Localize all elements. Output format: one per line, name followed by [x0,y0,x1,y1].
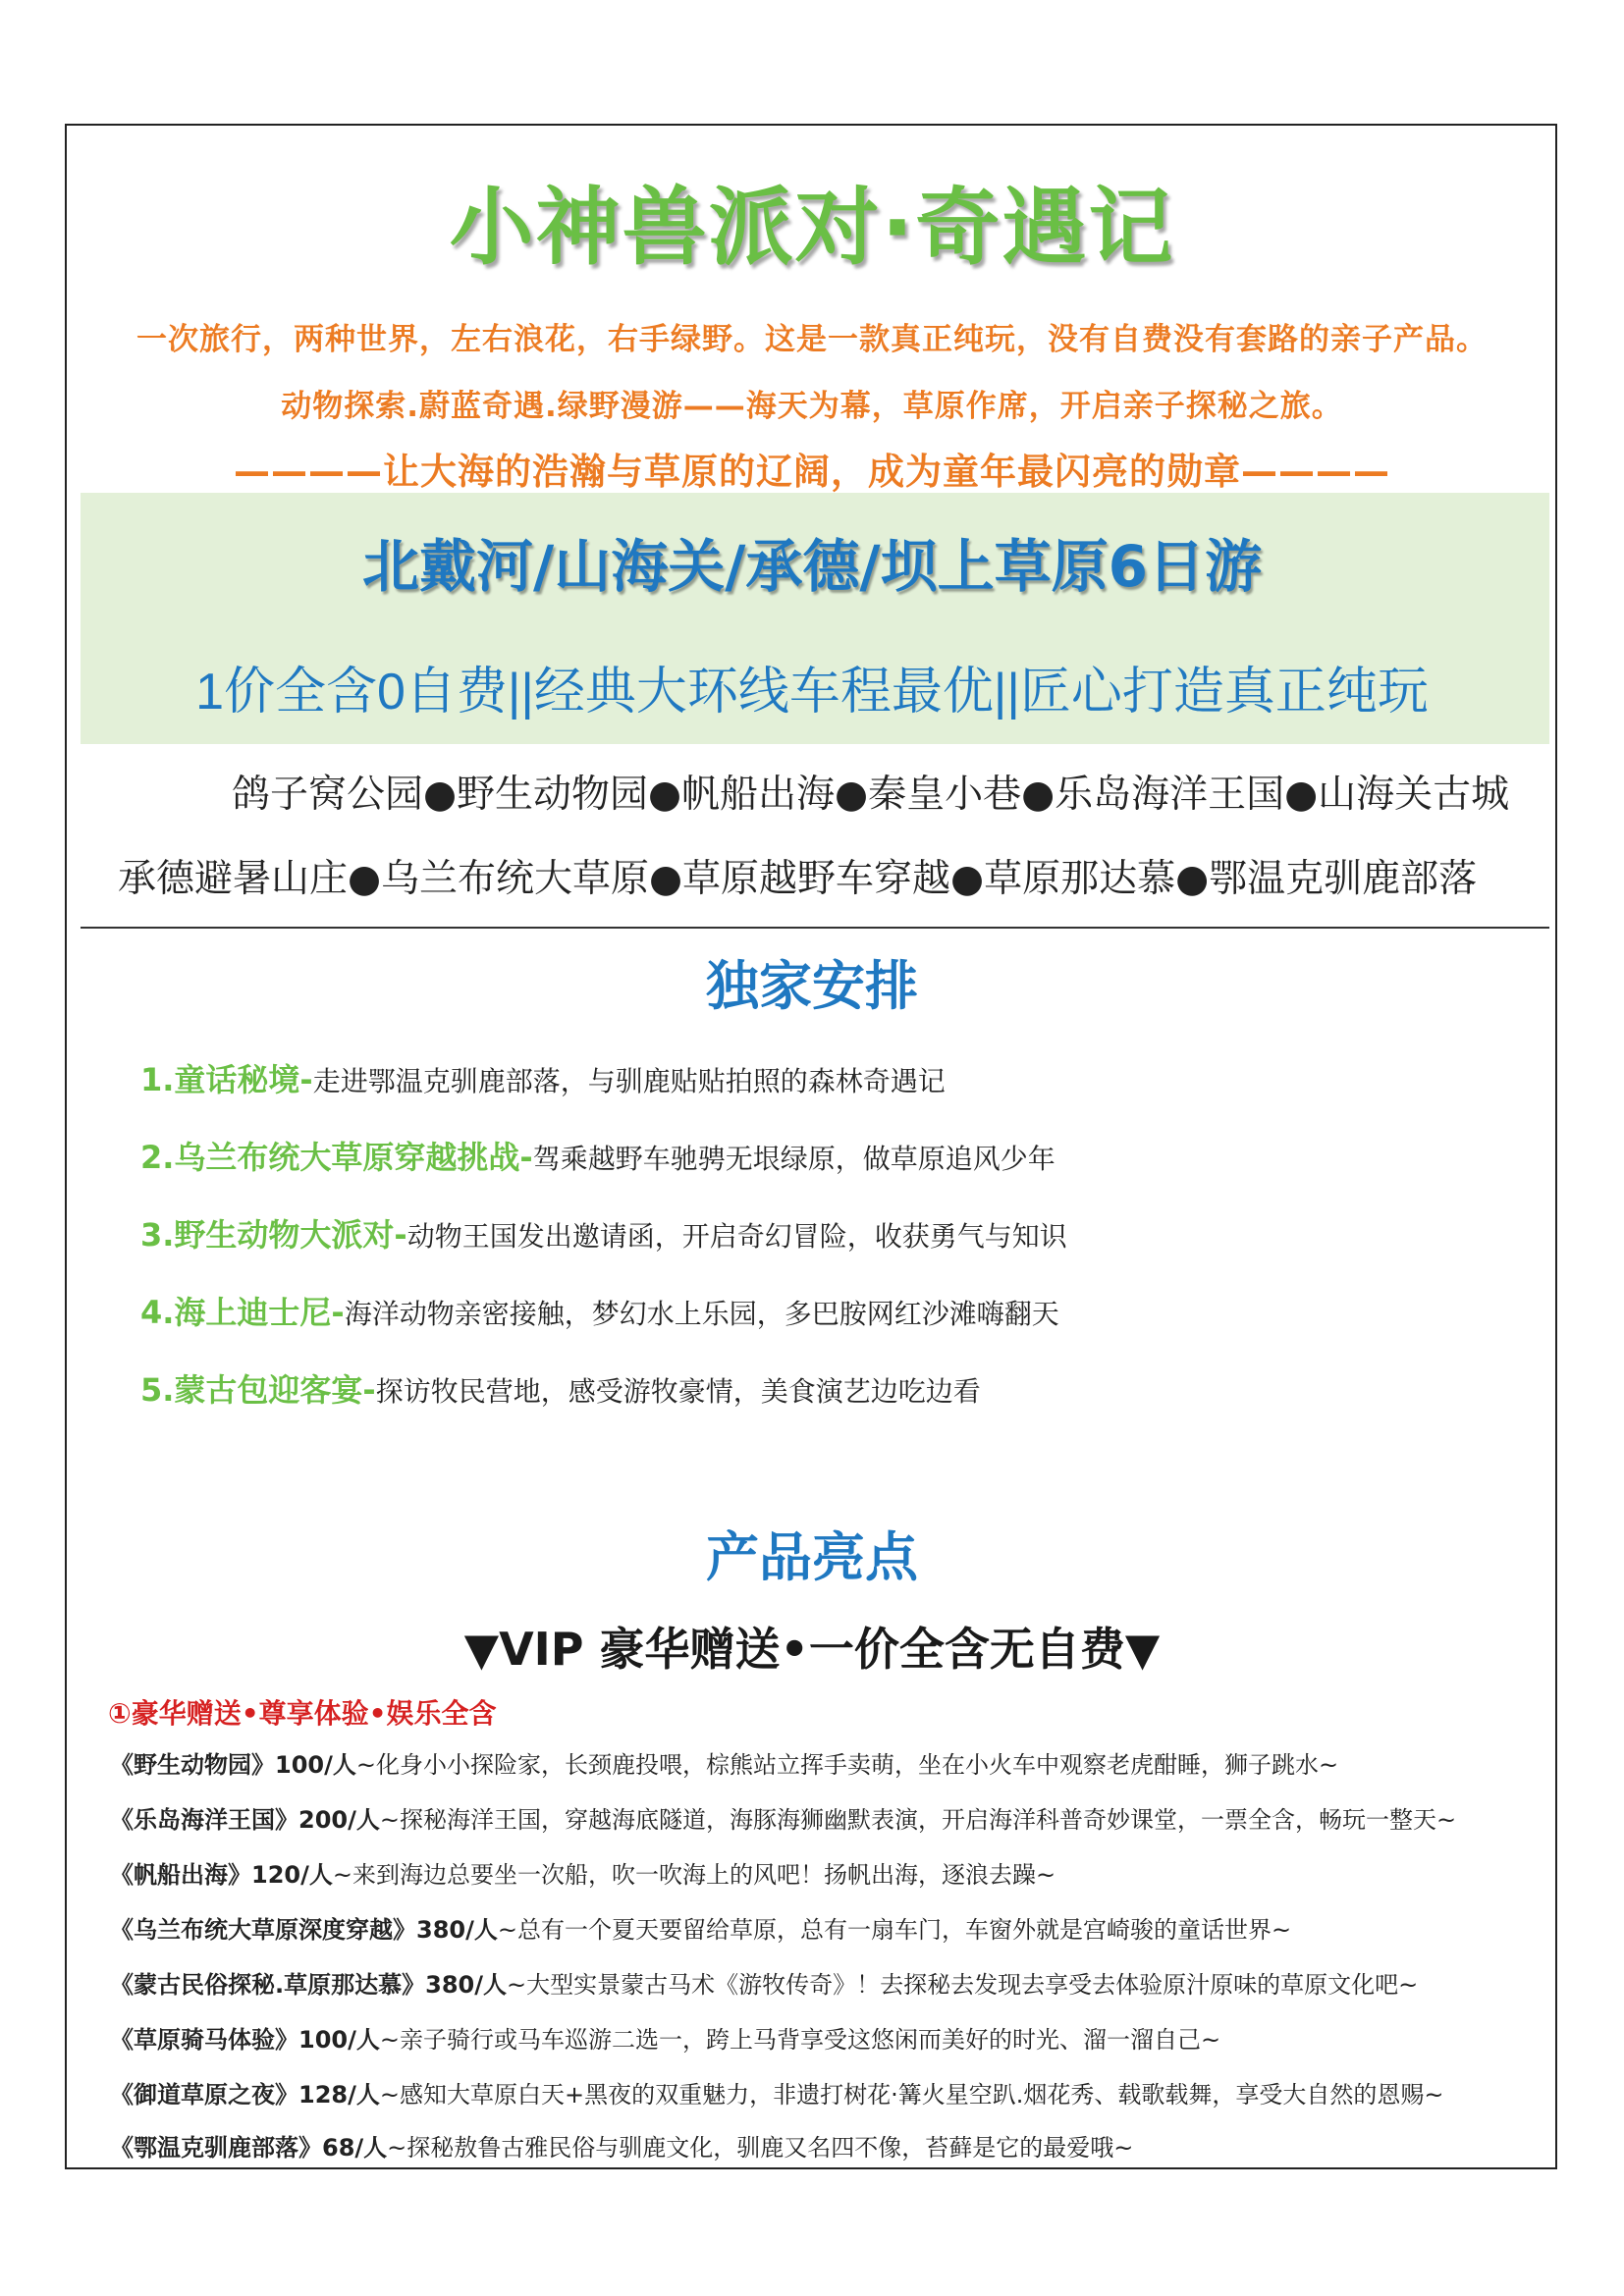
gift-name: 《帆船出海》120/人 [110,1861,333,1889]
exclusive-item [140,1055,946,1100]
gift-name: 《乐岛海洋王国》200/人 [110,1806,380,1834]
page-title: 小神兽派对·奇遇记 [449,179,1175,277]
gift-desc: ~探秘海洋王国，穿越海底隧道，海豚海狮幽默表演，开启海洋科普奇妙课堂，一票全含，畅玩一整天~ [379,1806,1457,1834]
gift-desc: ~亲子骑行或马车巡游二选一，跨上马背享受这悠闲而美好的时光、溜一溜自己~ [379,2026,1221,2054]
exclusive-item-text: 探访牧民营地，感受游牧豪情，美食演艺边吃边看 [375,1375,981,1408]
gift-desc: ~大型实景蒙古马术《游牧传奇》！去探秘去发现去享受去体验原汁原味的草原文化吧~ [506,1971,1419,1999]
exclusive-item-head: 5.蒙古包迎客宴- [140,1371,376,1409]
gift-name: 《野生动物园》100/人 [110,1751,356,1779]
gift-name: 《鄂温克驯鹿部落》68/人 [110,2134,388,2162]
exclusive-item-head: 3.野生动物大派对- [140,1216,407,1254]
exclusive-item-text: 走进鄂温克驯鹿部落，与驯鹿贴贴拍照的森林奇遇记 [312,1065,946,1097]
route-motto: 1价全含0自费||经典大环线车程最优||匠心打造真正纯玩 [195,664,1429,721]
gift-desc: ~总有一个夏天要留给草原，总有一扇车门，车窗外就是宫崎骏的童话世界~ [497,1916,1292,1944]
tagline-2: 动物探索.蔚蓝奇遇.绿野漫游——海天为幕，草原作席，开启亲子探秘之旅。 [281,389,1343,424]
gift-name: 《蒙古民俗探秘.草原那达慕》380/人 [110,1971,507,1999]
exclusive-item [140,1210,1067,1255]
gift-name: 《御道草原之夜》128/人 [110,2081,380,2109]
gift-item [110,1965,1418,2000]
gift-item [110,1910,1291,1945]
gift-item [110,1800,1456,1835]
exclusive-item-head: 4.海上迪士尼- [140,1294,345,1331]
gift-item [110,2128,1133,2163]
gift-item [110,1745,1338,1780]
route-name: 北戴河/山海关/承德/坝上草原6日游 [362,533,1262,600]
gift-desc: ~来到海边总要坐一次船，吹一吹海上的风吧！扬帆出海，逐浪去躁~ [332,1861,1056,1889]
exclusive-item-text: 驾乘越野车驰骋无垠绿原，做草原追风少年 [532,1143,1056,1175]
section-divider [81,927,1549,929]
gift-desc: ~感知大草原白天+黑夜的双重魅力，非遗打树花·篝火星空趴.烟花秀、载歌载舞，享受大自然的恩赐~ [379,2081,1444,2109]
vip-banner: ▼VIP 豪华赠送•一价全含无自费▼ [463,1623,1161,1676]
gift-item [110,2020,1220,2055]
gift-item [110,1855,1056,1890]
exclusive-item [140,1133,1056,1178]
spots-line-2: 承德避暑山庄●乌兰布统大草原●草原越野车穿越●草原那达慕●鄂温克驯鹿部落 [118,857,1478,901]
gifts-subhead: ①豪华赠送•尊享体验•娱乐全含 [108,1697,497,1730]
gift-desc: ~探秘敖鲁古雅民俗与驯鹿文化，驯鹿又名四不像，苔藓是它的最爱哦~ [387,2134,1134,2162]
highlights-title: 产品亮点 [706,1526,918,1588]
gift-name: 《乌兰布统大草原深度穿越》380/人 [110,1916,498,1944]
gift-item [110,2075,1443,2109]
tagline-3: ————让大海的浩瀚与草原的辽阔，成为童年最闪亮的勋章———— [234,451,1390,493]
exclusive-item [140,1365,981,1411]
tagline-1: 一次旅行，两种世界，左右浪花，右手绿野。这是一款真正纯玩，没有自费没有套路的亲子产品。 [136,322,1488,357]
exclusive-item-text: 动物王国发出邀请函，开启奇幻冒险，收获勇气与知识 [406,1220,1067,1253]
exclusive-title: 独家安排 [706,955,918,1017]
exclusive-item [140,1288,1059,1333]
spots-line-1: 鸽子窝公园●野生动物园●帆船出海●秦皇小巷●乐岛海洋王国●山海关古城 [232,773,1510,817]
exclusive-item-text: 海洋动物亲密接触，梦幻水上乐园，多巴胺网红沙滩嗨翻天 [344,1298,1059,1330]
gift-desc: ~化身小小探险家，长颈鹿投喂，棕熊站立挥手卖萌，坐在小火车中观察老虎酣睡，狮子跳水~ [355,1751,1339,1779]
exclusive-item-head: 2.乌兰布统大草原穿越挑战- [140,1139,533,1176]
exclusive-item-head: 1.童话秘境- [140,1061,313,1098]
gift-name: 《草原骑马体验》100/人 [110,2026,380,2054]
